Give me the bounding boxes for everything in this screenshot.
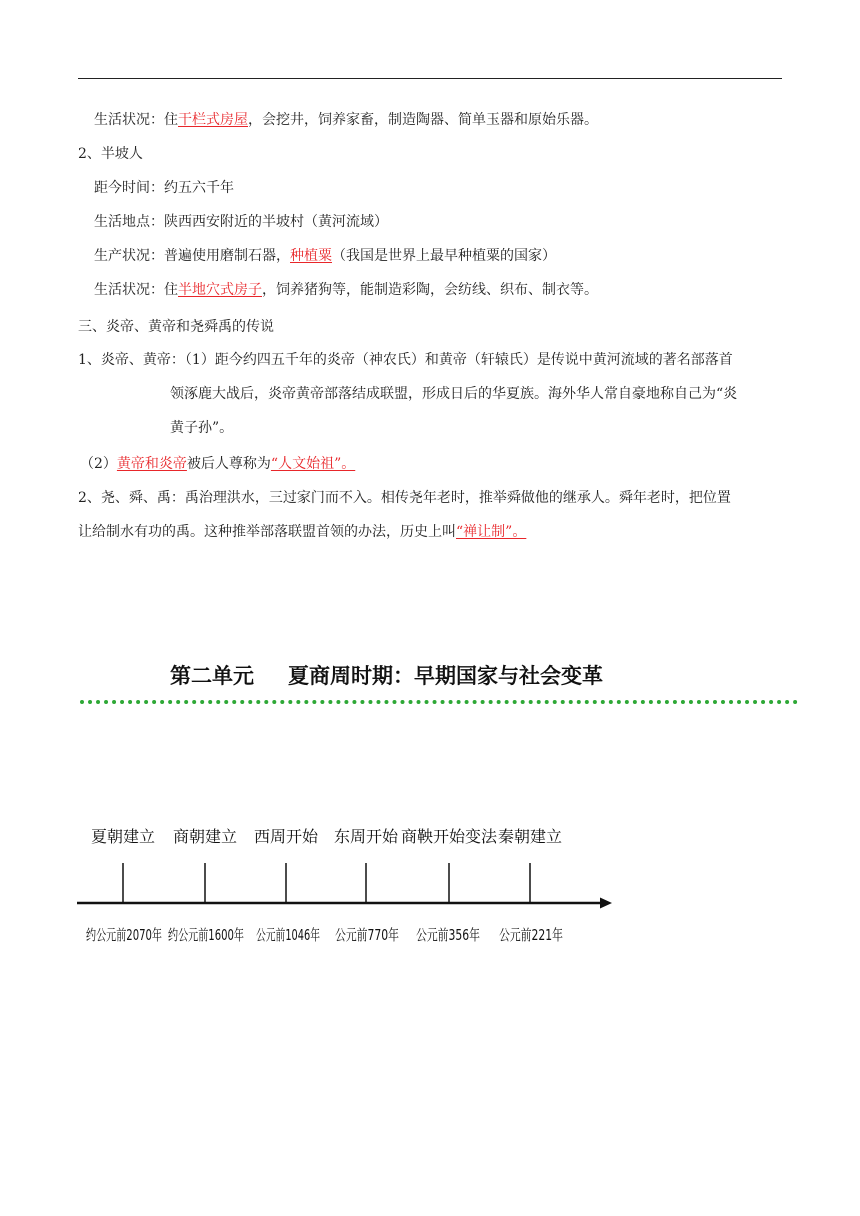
timeline-event-label: 商朝建立 bbox=[172, 827, 238, 846]
timeline-event-date: 约公元前1600年 bbox=[168, 926, 244, 944]
banpo-time: 距今时间：约五六千年 bbox=[94, 180, 234, 196]
highlight-house: 干栏式房屋 bbox=[178, 112, 248, 128]
highlight-crop: 种植粟 bbox=[290, 248, 332, 264]
unit-name: 第二单元 bbox=[170, 664, 254, 688]
unit-subtitle: 夏商周时期：早期国家与社会变革 bbox=[288, 664, 603, 688]
highlight-title: “人文始祖”。 bbox=[270, 456, 356, 472]
timeline-event-date: 公元前356年 bbox=[416, 926, 480, 944]
arrow-head-icon bbox=[600, 898, 612, 909]
timeline-event-label: 秦朝建立 bbox=[497, 827, 563, 846]
timeline-event-date: 公元前221年 bbox=[499, 926, 563, 944]
timeline-event-label: 商鞅开始变法 bbox=[400, 827, 498, 846]
timeline-events bbox=[86, 827, 563, 944]
timeline-event-date: 公元前770年 bbox=[335, 926, 399, 944]
text: ，饲养猪狗等，能制造彩陶，会纺线、织布、制衣等。 bbox=[262, 282, 598, 298]
text: 生产状况：普遍使用磨制石器， bbox=[94, 248, 290, 264]
text: 生活状况：住 bbox=[94, 282, 178, 298]
text: （2） bbox=[80, 456, 117, 472]
text: 被后人尊称为 bbox=[186, 456, 271, 472]
item1-line3: 黄子孙”。 bbox=[170, 420, 234, 436]
timeline-event-date: 公元前1046年 bbox=[256, 926, 320, 944]
item3-line1: 2、尧、舜、禹：禹治理洪水，三过家门而不入。相传尧年老时，推举舜做他的继承人。舜年老时，把位置 bbox=[78, 490, 731, 506]
timeline-event-date: 约公元前2070年 bbox=[86, 926, 162, 944]
timeline-event-label: 东周开始 bbox=[333, 827, 399, 846]
text: 让给制水有功的禹。这种推举部落联盟首领的办法，历史上叫 bbox=[78, 524, 456, 540]
section-heading: 三、炎帝、黄帝和尧舜禹的传说 bbox=[78, 319, 274, 335]
text: 生活状况：住 bbox=[94, 112, 178, 128]
highlight-term: “禅让制”。 bbox=[456, 524, 527, 540]
timeline-event-label: 西周开始 bbox=[253, 827, 319, 846]
banpo-place: 生活地点：陕西西安附近的半坡村（黄河流域） bbox=[94, 214, 388, 230]
item1-line1: 1、炎帝、黄帝：（1）距今约四五千年的炎帝（神农氏）和黄帝（轩辕氏）是传说中黄河流域的著名部落首 bbox=[78, 352, 733, 368]
text: ，会挖井，饲养家畜，制造陶器、简单玉器和原始乐器。 bbox=[248, 112, 598, 128]
highlight-house: 半地穴式房子 bbox=[178, 282, 262, 298]
highlight-emperors: 黄帝和炎帝 bbox=[116, 456, 187, 472]
text: （我国是世界上最早种植粟的国家） bbox=[332, 248, 556, 264]
item1-line2: 领涿鹿大战后，炎帝黄帝部落结成联盟，形成日后的华夏族。海外华人常自豪地称自己为“炎 bbox=[170, 386, 738, 402]
banpo-heading: 2、半坡人 bbox=[78, 146, 143, 162]
timeline-event-label: 夏朝建立 bbox=[90, 827, 156, 846]
